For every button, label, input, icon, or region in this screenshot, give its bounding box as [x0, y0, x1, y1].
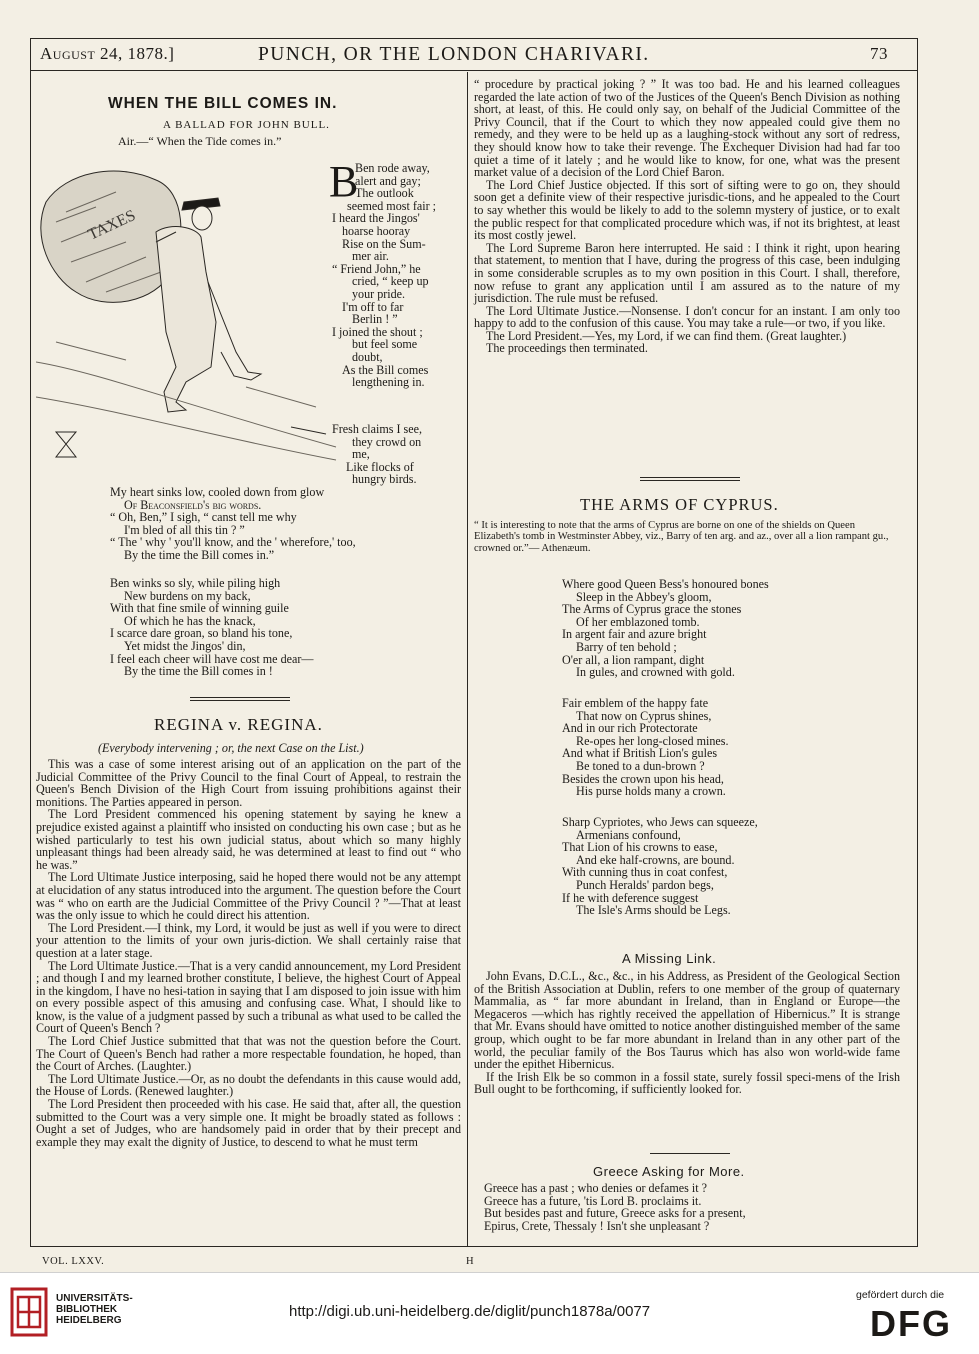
stanza-line: Fresh claims I see,	[332, 422, 423, 436]
library-name	[56, 1293, 133, 1326]
stanza-line: His purse holds many a crown.	[576, 784, 726, 799]
stanza-line: doubt,	[352, 349, 383, 364]
stanza-line: Ben winks so sly, while piling high	[110, 576, 281, 590]
regina-paragraph: The Lord Ultimate Justice.—That is a very candid announcement, my Lord President ; and though I and my learned brother constitute, I believe, the highest Court of Appeal in the kingdom, I have no hesi-tation in saying that I am disposed to join issue with him on every possible aspect of this amusing and confusing case. What, I should like to know, is the value of a judgment passed by such a tribunal as what used to be called the Court of Queen's Bench ?	[36, 958, 461, 1036]
stanza-line: With that fine smile of winning guile	[110, 601, 289, 616]
library-name-line: UNIVERSITÄTS-	[56, 1293, 133, 1304]
stanza-line: I joined the shout ;	[332, 324, 423, 339]
stanza-line: Where good Queen Bess's honoured bones	[562, 577, 769, 591]
regina-paragraph: The Lord Chief Justice submitted that that was not the question before the Court. The Court of Queen's Bench had rather a more respectable foundation, he hoped, than the Court of Arches. (Laughter.)	[36, 1034, 461, 1074]
stanza-line: I'm off to far	[342, 299, 404, 314]
stanza-line: I scarce dare groan, so bland his tone,	[110, 626, 293, 641]
stanza-line: I'm bled of all this tin ? ”	[124, 522, 245, 537]
permalink-url[interactable]: http://digi.ub.uni-heidelberg.de/diglit/punch1878a/0077	[289, 1303, 651, 1320]
stanza-line: Greece has a past ; who denies or defames it ?	[484, 1181, 707, 1195]
stanza-line: As the Bill comes	[342, 362, 429, 377]
section-divider	[640, 477, 740, 481]
column-divider	[467, 72, 468, 1246]
illustration-taxes-label: TAXES	[85, 206, 139, 244]
stanza-line: The Arms of Cyprus grace the stones	[562, 602, 742, 617]
stanza-line: I heard the Jingos'	[332, 211, 420, 226]
header-date: August 24, 1878.]	[40, 44, 175, 63]
stanza-line: Greece has a future, 'tis Lord B. proclaims it.	[484, 1193, 702, 1208]
volume-label: VOL. LXXV.	[42, 1256, 105, 1267]
regina-title: REGINA v. REGINA.	[154, 715, 323, 734]
regina-subtitle: (Everybody intervening ; or, the next Case on the List.)	[98, 741, 364, 755]
regina-paragraph: The Lord Ultimate Justice.—Nonsense. I don't concur for an instant. I am only too happy to add to the confusion of this cause. You may take a rule—or two, if you like.	[474, 303, 900, 331]
regina-paragraph: The Lord Supreme Baron here interrupted. He said : I think it right, upon hearing that statement, to mention that I have, during the progress of this case, been indulging in some considerable scruples as to my own position in this Court. I shall, therefore, now refuse to grant any application until I am assured as to the nature of my jurisdiction. The rule must be refused.	[474, 240, 900, 306]
header-top-rule	[30, 38, 918, 39]
regina-paragraph: “ procedure by practical joking ? ” It was too bad. He and his learned colleagues regarded the late action of two of the Justices of the Queen's Bench Division as nothing short, at least, of this. He could only say, on behalf of the Judicial Committee of the Privy Council, that if the Court to which they now appealed could give them no remedy, and they were to be held up as a laughing-stock without any sort of redress, they should know how to take their revenge. The Exchequer Division had had far too quiet a time of it lately ; and he would like to know, for one, what was the present market value of a decision of the Lord Chief Baron.	[474, 77, 900, 180]
stanza-line: And eke half-crowns, are bound.	[576, 852, 735, 867]
heidelberg-logo-icon	[10, 1287, 48, 1337]
stanza-line: hoarse hooray	[342, 223, 411, 238]
stanza-line: seemed most fair ;	[347, 198, 436, 213]
stanza-line: Ben rode away,	[355, 161, 430, 175]
stanza-line: hungry birds.	[352, 472, 417, 487]
stanza-line: “ The ' why ' you'll know, and the ' wherefore,' too,	[110, 535, 356, 550]
stanza-line: By the time the Bill comes in !	[124, 664, 273, 679]
stanza-line: Armenians confound,	[576, 827, 681, 842]
stanza-line: If he with deference suggest	[562, 890, 699, 905]
cyprus-stanza-2	[562, 697, 892, 798]
stanza-line: Rise on the Sum-	[342, 236, 426, 251]
missing-link-paragraph: If the Irish Elk be so common in a fossil state, surely fossil speci-mens of the Irish Bull ought to be forthcoming, if sufficiently looked for.	[474, 1069, 900, 1097]
regina-paragraph: The proceedings then terminated.	[486, 341, 648, 356]
missing-link-paragraph: John Evans, D.C.L., &c., &c., in his Address, as President of the Geological Section of the British Association at Dublin, refers to one member of the group of quaternary Mammalia, as “ far more abundant in Ireland, than in England or Europe—the Megaceros —which has rightly received the appellation of Hibernicus.” It is strange that Mr. Evans should have omitted to notice another distinguished member of the same group, which ought to be far more abundant in Ireland than in any other part of the world, the peculiar family of the Bos Taurus which has also won world-wide fame under the epithet Hibernicus.	[474, 969, 900, 1072]
cyprus-note: “ It is interesting to note that the arms of Cyprus are borne on one of the shields on Queen Elizabeth's tomb in Westminster Abbey, viz., Barry of ten arg. and az., over all a lion rampant gu., crowned or.”— Athenæum.	[474, 520, 889, 554]
stanza-line: With cunning thus in coat confest,	[562, 865, 728, 880]
stanza-line: My heart sinks low, cooled down from glow	[110, 485, 325, 499]
ballad-stanza-3	[110, 577, 460, 678]
stanza-line: New burdens on my back,	[124, 588, 251, 603]
stanza-line: Barry of ten behold ;	[576, 639, 677, 654]
stanza-line: “ Oh, Ben,” I sigh, “ canst tell me why	[110, 510, 297, 525]
regina-paragraph: The Lord President commenced his opening statement by saying he knew a prejudice existed against a plaintiff who insisted on conducting his own case ; but as he wished particularly to test his own judicial status, about which so many highly unpleasant things had been already said, he was determined at least to find out “ who he was.”	[36, 807, 461, 872]
regina-paragraph: The Lord Chief Justice objected. If this sort of sifting were to go on, they should soon get a definite view of their respective jurisdic-tions, and he appealed to the Court to say whether this would be likely to add to the solemn mystery of justice, or to exalt the public respect for that complicated procedure which was, if not its brightest, at least its most costly jewel.	[474, 177, 900, 243]
stanza-line: O'er all, a lion rampant, dight	[562, 652, 705, 667]
ballad-stanza-1	[332, 161, 460, 390]
stanza-line: Yet midst the Jingos' din,	[124, 638, 246, 653]
ballad-subtitle: A BALLAD FOR JOHN BULL.	[163, 119, 330, 131]
cyprus-stanza-3	[562, 816, 892, 917]
ballad-stanza-2b	[110, 486, 460, 562]
regina-paragraph: The Lord Ultimate Justice.—Or, as no doubt the defendants in this cause would add, the House of Lords. (Renewed laughter.)	[36, 1071, 461, 1099]
right-frame-rule	[917, 38, 918, 1246]
section-divider	[190, 697, 290, 701]
regina-continuation	[474, 78, 900, 355]
stanza-line: Sleep in the Abbey's gloom,	[576, 589, 712, 604]
stanza-line: By the time the Bill comes in.”	[124, 547, 275, 562]
header-page-number: 73	[870, 44, 888, 63]
cyprus-stanza-1	[562, 578, 892, 679]
missing-link-body	[474, 970, 900, 1096]
stanza-line: Berlin ! ”	[352, 312, 398, 327]
stanza-line: Of Beaconsfield's big words.	[124, 497, 262, 512]
stanza-line: your pride.	[352, 286, 406, 301]
regina-paragraph: The Lord President.—I think, my Lord, it would be just as well if you were to direct your attention to the limits of your own juris-diction. We shall certainly raise that question at a later stage.	[36, 920, 461, 960]
stanza-line: Of her emblazoned tomb.	[576, 614, 700, 629]
stanza-line: And in our rich Protectorate	[562, 721, 698, 736]
funding-label: gefördert durch die	[856, 1289, 945, 1301]
library-name-line: HEIDELBERG	[56, 1315, 122, 1326]
stanza-line: alert and gay;	[355, 173, 421, 188]
stanza-line: Fair emblem of the happy fate	[562, 696, 709, 710]
regina-body	[36, 758, 461, 1148]
stanza-line: That now on Cyprus shines,	[576, 708, 712, 723]
ballad-title: WHEN THE BILL COMES IN.	[108, 95, 338, 112]
stanza-line: but feel some	[352, 337, 418, 352]
stanza-line: But besides past and future, Greece asks for a present,	[484, 1206, 746, 1221]
stanza-line: Sharp Cypriotes, who Jews can squeeze,	[562, 815, 758, 829]
stanza-line: me,	[352, 447, 370, 462]
section-divider	[650, 1153, 730, 1154]
stanza-line: “ Friend John,” he	[332, 261, 421, 276]
cyprus-title: THE ARMS OF CYPRUS.	[580, 495, 779, 514]
stanza-line: cried, “ keep up	[352, 274, 429, 289]
stanza-line: lengthening in.	[352, 375, 425, 390]
stanza-line: The outlook	[355, 186, 414, 201]
greece-verse	[484, 1182, 904, 1232]
stanza-line: And what if British Lion's gules	[562, 746, 718, 761]
illustration-svg	[36, 162, 338, 462]
header-title: PUNCH, OR THE LONDON CHARIVARI.	[258, 44, 650, 65]
stanza-line: mer air.	[352, 249, 389, 264]
footer-rule	[30, 1246, 918, 1247]
stanza-line: they crowd on	[352, 434, 422, 449]
stanza-line: Like flocks of	[346, 459, 414, 474]
digitization-banner	[0, 1272, 979, 1354]
stanza-line: In gules, and crowned with gold.	[576, 665, 735, 680]
ballad-illustration	[36, 162, 338, 462]
greece-title: Greece Asking for More.	[593, 1164, 745, 1179]
regina-paragraph: The Lord Ultimate Justice interposing, said he hoped there would not be any attempt at elucidation of any status introduced into the argument. The question before the Court was “ who on earth are the Judicial Committee of the Privy Council ? ”—That at least was the only issue to which he could direct his attention.	[36, 870, 461, 923]
stanza-line: Re-opes her long-closed mines.	[576, 733, 729, 748]
dfg-logo: DFG	[870, 1303, 952, 1344]
stanza-line: Of which he has the knack,	[124, 613, 256, 628]
library-name-line: BIBLIOTHEK	[56, 1304, 118, 1315]
stanza-line: That Lion of his crowns to ease,	[562, 840, 718, 855]
stanza-line: Besides the crown upon his head,	[562, 771, 724, 786]
ballad-stanza-2a	[332, 423, 460, 486]
missing-link-title: A Missing Link.	[622, 951, 717, 966]
header-bottom-rule	[30, 70, 918, 71]
signature-mark: H	[466, 1256, 474, 1267]
stanza-line: Epirus, Crete, Thessaly ! Isn't she unpleasant ?	[484, 1218, 710, 1233]
stanza-line: I feel each cheer will have cost me dear—	[110, 651, 314, 666]
ballad-air: Air.—“ When the Tide comes in.”	[118, 134, 282, 148]
ballad-drop-cap: B	[329, 157, 359, 206]
regina-paragraph: The Lord President.—Yes, my Lord, if we can find them. (Great laughter.)	[486, 328, 847, 343]
stanza-line: Be toned to a dun-brown ?	[576, 758, 705, 773]
regina-paragraph: The Lord President then proceeded with his case. He said that, after all, the question submitted to the Court was a very simple one. It might be broadly stated as follows : Ought a set of Judges, who are handsomely paid in order that by their precept and example they may exalt the dignity of Justice, to descend to what he must term	[36, 1097, 461, 1149]
stanza-line: In argent fair and azure bright	[562, 627, 707, 642]
stanza-line: The Isle's Arms should be Legs.	[576, 903, 731, 918]
stanza-line: Punch Heralds' pardon begs,	[576, 877, 714, 892]
left-frame-rule	[30, 38, 31, 1246]
regina-paragraph: This was a case of some interest arising out of an application on the part of the Judicial Committee of the Privy Council to the final Court of Appeal, to restrain the Queen's Bench Division of the High Court from issuing prohibitions against their monitions. The Parties appeared in person.	[36, 757, 461, 809]
